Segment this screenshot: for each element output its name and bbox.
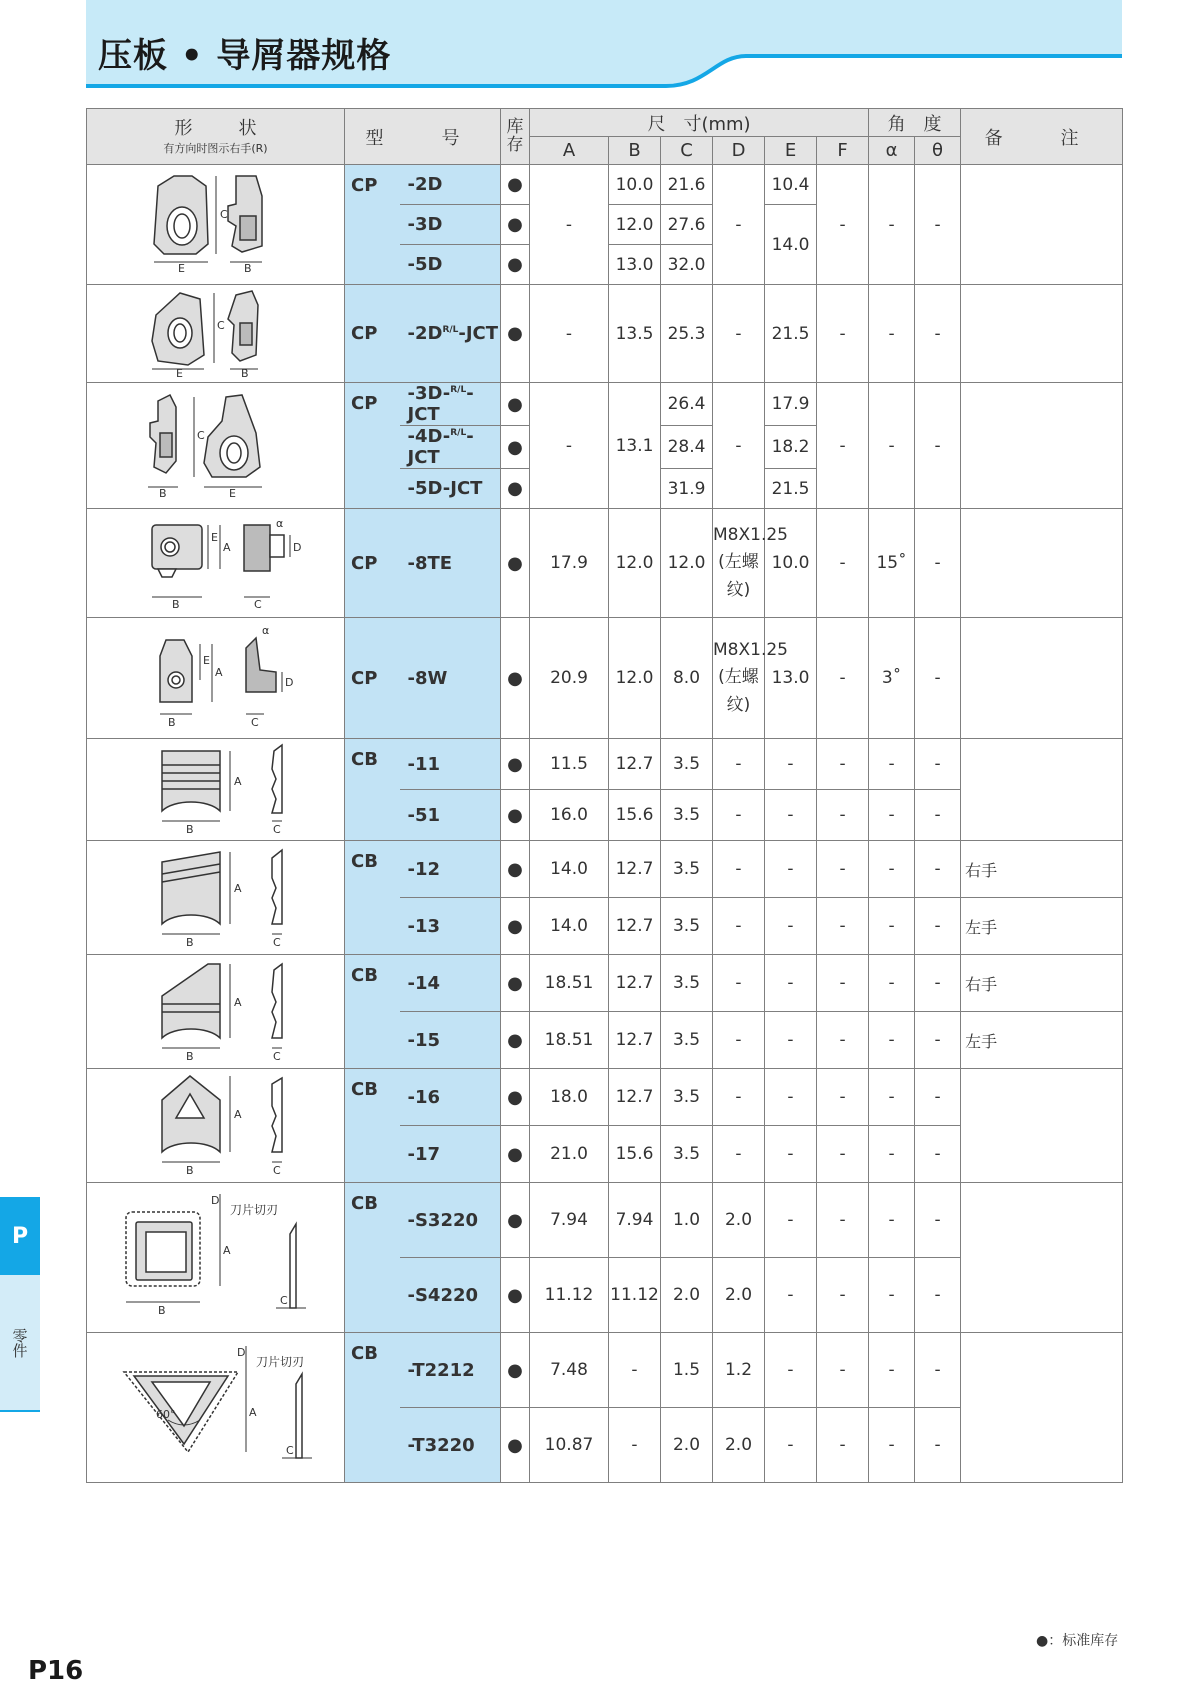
cell-F: - — [817, 1258, 869, 1333]
cell-F: - — [817, 509, 869, 618]
cell-B: 12.7 — [609, 739, 661, 790]
cell-B: 12.7 — [609, 1012, 661, 1069]
cell-A: 16.0 — [530, 790, 609, 841]
cell-F: - — [817, 383, 869, 509]
page-number: P16 — [28, 1656, 84, 1686]
cell-D: M8X1.25 (左螺纹) — [713, 509, 765, 618]
cell-A: 20.9 — [530, 618, 609, 739]
svg-text:A: A — [233, 1108, 242, 1121]
cell-E: 13.0 — [765, 618, 817, 739]
cell-F: - — [817, 841, 869, 898]
stock-dot: ● — [501, 618, 530, 739]
svg-text:B: B — [185, 1050, 194, 1062]
series-cell: CB — [345, 1183, 400, 1333]
page-title: 压板 • 导屑器规格 — [98, 36, 392, 76]
model-cell: -14 — [400, 955, 501, 1012]
header-C: C — [661, 137, 713, 165]
page-header — [86, 0, 1122, 92]
svg-text:D: D — [292, 540, 301, 554]
cell-F: - — [817, 618, 869, 739]
cell-alpha: - — [869, 1069, 915, 1126]
stock-dot: ● — [501, 1258, 530, 1333]
model-cell: -3D-$^{R/L}$-JCT — [400, 383, 501, 426]
side-tab-parts[interactable]: 零件 — [0, 1275, 40, 1410]
stock-dot: ● — [501, 245, 530, 285]
cell-C: 3.5 — [661, 790, 713, 841]
stock-dot: ● — [501, 1126, 530, 1183]
cell-note: 左手 — [961, 898, 1123, 955]
svg-text:C: C — [285, 1444, 294, 1457]
stock-dot: ● — [501, 841, 530, 898]
stock-dot: ● — [501, 285, 530, 383]
cell-C: 21.6 — [661, 165, 713, 205]
cell-note — [961, 383, 1123, 509]
cell-D: - — [713, 955, 765, 1012]
header-alpha: α — [869, 137, 915, 165]
series-cell: CB — [345, 1333, 400, 1483]
shape-cp-d-drawing — [87, 165, 345, 285]
cell-alpha: - — [869, 1258, 915, 1333]
stock-dot: ● — [501, 898, 530, 955]
svg-text:D: D — [284, 675, 293, 689]
cell-C: 3.5 — [661, 955, 713, 1012]
header-model: 型 号 — [345, 109, 501, 165]
cell-A: 21.0 — [530, 1126, 609, 1183]
cell-B: 12.7 — [609, 841, 661, 898]
cell-A: 11.5 — [530, 739, 609, 790]
cell-note — [961, 739, 1123, 841]
cell-E: - — [765, 1408, 817, 1483]
cell-D: 1.2 — [713, 1333, 765, 1408]
cell-alpha: - — [869, 285, 915, 383]
svg-text:C: C — [279, 1294, 288, 1307]
cell-E: - — [765, 1069, 817, 1126]
svg-text:B: B — [171, 597, 180, 611]
cell-C: 1.5 — [661, 1333, 713, 1408]
shape-cp-8te-drawing — [87, 509, 345, 618]
cell-B: 15.6 — [609, 790, 661, 841]
cell-B: 12.7 — [609, 1069, 661, 1126]
cell-E: - — [765, 841, 817, 898]
cell-D: - — [713, 285, 765, 383]
cell-alpha: - — [869, 1126, 915, 1183]
cell-theta: - — [915, 1069, 961, 1126]
cell-B: 13.5 — [609, 285, 661, 383]
cell-note: 右手 — [961, 955, 1123, 1012]
cell-A: 7.94 — [530, 1183, 609, 1258]
svg-text:C: C — [216, 319, 225, 332]
series-cell: CB — [345, 841, 400, 955]
svg-text:A: A — [233, 882, 242, 895]
cell-A: 18.51 — [530, 955, 609, 1012]
cell-note — [961, 1183, 1123, 1333]
header-B: B — [609, 137, 661, 165]
stock-dot: ● — [501, 955, 530, 1012]
cell-B: 13.1 — [609, 383, 661, 509]
cell-A: 14.0 — [530, 898, 609, 955]
cell-C: 3.5 — [661, 1069, 713, 1126]
cell-D: 2.0 — [713, 1183, 765, 1258]
cell-C: 26.4 — [661, 383, 713, 426]
model-cell: -17 — [400, 1126, 501, 1183]
header-F: F — [817, 137, 869, 165]
cell-theta: - — [915, 165, 961, 285]
cell-F: - — [817, 898, 869, 955]
svg-text:A: A — [248, 1406, 257, 1419]
svg-text:A: A — [222, 1244, 231, 1257]
cell-F: - — [817, 285, 869, 383]
series-cell: CB — [345, 955, 400, 1069]
cell-note — [961, 1333, 1123, 1483]
svg-text:B: B — [185, 936, 194, 948]
model-cell: -S3220 — [400, 1183, 501, 1258]
model-cell: $-2D^{R/L}$-JCT — [400, 285, 501, 383]
cell-A: - — [530, 165, 609, 285]
cell-alpha: - — [869, 1183, 915, 1258]
cell-C: 3.5 — [661, 739, 713, 790]
series-cell: CB — [345, 1069, 400, 1183]
header-shape: 形 状 有方向时图示右手(R) — [87, 109, 345, 165]
cell-D: - — [713, 1012, 765, 1069]
cell-C: 31.9 — [661, 469, 713, 509]
cell-D: 2.0 — [713, 1408, 765, 1483]
svg-text:D: D — [236, 1346, 245, 1359]
svg-text:C: C — [272, 1164, 281, 1176]
stock-dot: ● — [501, 790, 530, 841]
cell-theta: - — [915, 1333, 961, 1408]
stock-dot: ● — [501, 1012, 530, 1069]
cell-E: - — [765, 1258, 817, 1333]
cell-alpha: - — [869, 383, 915, 509]
shape-cp-d-jct-drawing — [87, 383, 345, 509]
header-stock: 库存 — [501, 109, 530, 165]
stock-dot: ● — [501, 509, 530, 618]
cell-alpha: - — [869, 898, 915, 955]
stock-dot: ● — [501, 383, 530, 426]
svg-text:α: α — [261, 623, 269, 637]
cell-alpha: - — [869, 790, 915, 841]
cell-B: 12.7 — [609, 955, 661, 1012]
stock-dot: ● — [501, 739, 530, 790]
cell-D: M8X1.25 (左螺纹) — [713, 618, 765, 739]
stock-dot: ● — [501, 165, 530, 205]
svg-text:刀片切刃: 刀片切刃 — [229, 1203, 278, 1217]
header-dimensions: 尺 寸(mm) — [530, 109, 869, 137]
svg-text:B: B — [185, 1164, 194, 1176]
header-A: A — [530, 137, 609, 165]
cell-E: - — [765, 739, 817, 790]
stock-dot: ● — [501, 1408, 530, 1483]
svg-text:E: E — [202, 653, 210, 667]
model-cell: -12 — [400, 841, 501, 898]
header-E: E — [765, 137, 817, 165]
cell-note — [961, 1069, 1123, 1183]
cell-C: 1.0 — [661, 1183, 713, 1258]
cell-E: 14.0 — [765, 205, 817, 285]
stock-dot: ● — [501, 426, 530, 469]
cell-C: 28.4 — [661, 426, 713, 469]
cell-B: 12.0 — [609, 509, 661, 618]
model-cell: -T3220 — [400, 1408, 501, 1483]
cell-theta: - — [915, 1258, 961, 1333]
cell-C: 3.5 — [661, 1012, 713, 1069]
model-cell: -S4220 — [400, 1258, 501, 1333]
cell-alpha: 15˚ — [869, 509, 915, 618]
svg-text:B: B — [185, 823, 194, 835]
cell-F: - — [817, 1012, 869, 1069]
model-cell: -T2212 — [400, 1333, 501, 1408]
cell-D: - — [713, 841, 765, 898]
cell-C: 27.6 — [661, 205, 713, 245]
svg-text:E: E — [177, 262, 185, 275]
cell-theta: - — [915, 898, 961, 955]
model-cell: -13 — [400, 898, 501, 955]
cell-E: - — [765, 1126, 817, 1183]
series-cell: CP — [345, 383, 400, 509]
shape-cb-s-drawing — [87, 1183, 345, 1333]
model-cell: -5D — [400, 245, 501, 285]
cell-F: - — [817, 165, 869, 285]
svg-text:60°: 60° — [155, 1408, 175, 1421]
svg-text:E: E — [228, 487, 236, 499]
cell-B: - — [609, 1408, 661, 1483]
spec-table — [86, 108, 1123, 1483]
svg-text:C: C — [250, 715, 259, 729]
cell-A: - — [530, 383, 609, 509]
svg-text:B: B — [243, 262, 252, 275]
cell-B: 11.12 — [609, 1258, 661, 1333]
cell-B: 12.0 — [609, 618, 661, 739]
cell-F: - — [817, 1333, 869, 1408]
cell-theta: - — [915, 1012, 961, 1069]
svg-text:E: E — [210, 530, 218, 544]
cell-B: 13.0 — [609, 245, 661, 285]
cell-F: - — [817, 1408, 869, 1483]
cell-B: 10.0 — [609, 165, 661, 205]
cell-F: - — [817, 955, 869, 1012]
cell-note: 右手 — [961, 841, 1123, 898]
cell-E: - — [765, 790, 817, 841]
series-cell: CP — [345, 165, 400, 285]
cell-A: 18.0 — [530, 1069, 609, 1126]
stock-dot: ● — [501, 469, 530, 509]
cell-E: - — [765, 1012, 817, 1069]
side-tab-p[interactable]: P — [0, 1197, 40, 1275]
model-cell: -5D-JCT — [400, 469, 501, 509]
cell-C: 3.5 — [661, 898, 713, 955]
cell-B: 15.6 — [609, 1126, 661, 1183]
series-cell: CP — [345, 618, 400, 739]
cell-theta: - — [915, 841, 961, 898]
model-cell: -8W — [400, 618, 501, 739]
svg-text:刀片切刃: 刀片切刃 — [255, 1355, 304, 1369]
model-cell: -51 — [400, 790, 501, 841]
cell-F: - — [817, 1069, 869, 1126]
cell-A: 11.12 — [530, 1258, 609, 1333]
cell-C: 3.5 — [661, 1126, 713, 1183]
model-cell: -16 — [400, 1069, 501, 1126]
cell-E: 17.9 — [765, 383, 817, 426]
cell-E: 10.4 — [765, 165, 817, 205]
svg-text:C: C — [196, 429, 205, 442]
model-cell: -11 — [400, 739, 501, 790]
cell-D: 2.0 — [713, 1258, 765, 1333]
header-D: D — [713, 137, 765, 165]
cell-B: 7.94 — [609, 1183, 661, 1258]
cell-alpha: - — [869, 841, 915, 898]
svg-text:E: E — [175, 367, 183, 377]
cell-C: 25.3 — [661, 285, 713, 383]
cell-note — [961, 285, 1123, 383]
cell-F: - — [817, 1126, 869, 1183]
header-angles: 角 度 — [869, 109, 961, 137]
cell-A: 18.51 — [530, 1012, 609, 1069]
cell-E: 18.2 — [765, 426, 817, 469]
svg-text:D: D — [210, 1194, 219, 1207]
stock-legend: ●：标准库存 — [1036, 1633, 1119, 1649]
shape-cp-jct-drawing — [87, 285, 345, 383]
svg-text:A: A — [214, 665, 223, 679]
svg-text:B: B — [167, 715, 176, 729]
cell-theta: - — [915, 1183, 961, 1258]
cell-alpha: - — [869, 739, 915, 790]
cell-D: - — [713, 898, 765, 955]
shape-cb-14-drawing — [87, 955, 345, 1069]
cell-B: 12.0 — [609, 205, 661, 245]
cell-E: 21.5 — [765, 285, 817, 383]
header-note: 备 注 — [961, 109, 1123, 165]
side-tab-underline — [0, 1410, 40, 1412]
cell-F: - — [817, 739, 869, 790]
svg-text:C: C — [253, 597, 262, 611]
cell-E: - — [765, 955, 817, 1012]
series-cell: CB — [345, 739, 400, 841]
shape-cb-t-drawing — [87, 1333, 345, 1483]
svg-text:α: α — [275, 516, 283, 530]
svg-text:B: B — [157, 1304, 166, 1317]
cell-theta: - — [915, 955, 961, 1012]
stock-dot: ● — [501, 1069, 530, 1126]
cell-C: 12.0 — [661, 509, 713, 618]
svg-text:C: C — [272, 823, 281, 835]
cell-theta: - — [915, 739, 961, 790]
cell-theta: - — [915, 383, 961, 509]
cell-F: - — [817, 1183, 869, 1258]
stock-dot: ● — [501, 1333, 530, 1408]
cell-D: - — [713, 1069, 765, 1126]
cell-note — [961, 618, 1123, 739]
series-cell: CP — [345, 285, 400, 383]
cell-theta: - — [915, 790, 961, 841]
model-cell: -3D — [400, 205, 501, 245]
shape-cb-12-drawing — [87, 841, 345, 955]
cell-C: 2.0 — [661, 1408, 713, 1483]
cell-A: 7.48 — [530, 1333, 609, 1408]
shape-cb-16-drawing — [87, 1069, 345, 1183]
model-cell: -8TE — [400, 509, 501, 618]
cell-D: - — [713, 165, 765, 285]
svg-text:B: B — [158, 487, 167, 499]
cell-D: - — [713, 1126, 765, 1183]
cell-alpha: - — [869, 1012, 915, 1069]
cell-E: - — [765, 898, 817, 955]
cell-C: 2.0 — [661, 1258, 713, 1333]
cell-theta: - — [915, 1408, 961, 1483]
cell-note — [961, 165, 1123, 285]
series-cell: CP — [345, 509, 400, 618]
cell-C: 8.0 — [661, 618, 713, 739]
cell-E: - — [765, 1183, 817, 1258]
shape-cb-11-drawing — [87, 739, 345, 841]
cell-A: 14.0 — [530, 841, 609, 898]
svg-text:C: C — [219, 208, 228, 221]
cell-A: 17.9 — [530, 509, 609, 618]
cell-alpha: 3˚ — [869, 618, 915, 739]
cell-theta: - — [915, 285, 961, 383]
shape-cp-8w-drawing — [87, 618, 345, 739]
cell-D: - — [713, 790, 765, 841]
cell-C: 3.5 — [661, 841, 713, 898]
svg-text:C: C — [272, 936, 281, 948]
cell-alpha: - — [869, 165, 915, 285]
svg-text:C: C — [272, 1050, 281, 1062]
svg-text:A: A — [233, 775, 242, 788]
cell-A: 10.87 — [530, 1408, 609, 1483]
stock-dot: ● — [501, 205, 530, 245]
svg-text:A: A — [222, 540, 231, 554]
cell-theta: - — [915, 618, 961, 739]
cell-F: - — [817, 790, 869, 841]
model-cell: -15 — [400, 1012, 501, 1069]
cell-alpha: - — [869, 955, 915, 1012]
svg-text:A: A — [233, 996, 242, 1009]
cell-theta: - — [915, 509, 961, 618]
cell-D: - — [713, 739, 765, 790]
model-cell: -4D-$^{R/L}$-JCT — [400, 426, 501, 469]
cell-E: - — [765, 1333, 817, 1408]
stock-dot: ● — [501, 1183, 530, 1258]
header-theta: θ — [915, 137, 961, 165]
cell-A: - — [530, 285, 609, 383]
cell-B: 12.7 — [609, 898, 661, 955]
cell-theta: - — [915, 1126, 961, 1183]
cell-note: 左手 — [961, 1012, 1123, 1069]
cell-note — [961, 509, 1123, 618]
cell-alpha: - — [869, 1408, 915, 1483]
cell-C: 32.0 — [661, 245, 713, 285]
cell-E: 21.5 — [765, 469, 817, 509]
svg-text:B: B — [240, 367, 249, 377]
cell-D: - — [713, 383, 765, 509]
cell-B: - — [609, 1333, 661, 1408]
cell-E: 10.0 — [765, 509, 817, 618]
model-cell: -2D — [400, 165, 501, 205]
cell-alpha: - — [869, 1333, 915, 1408]
